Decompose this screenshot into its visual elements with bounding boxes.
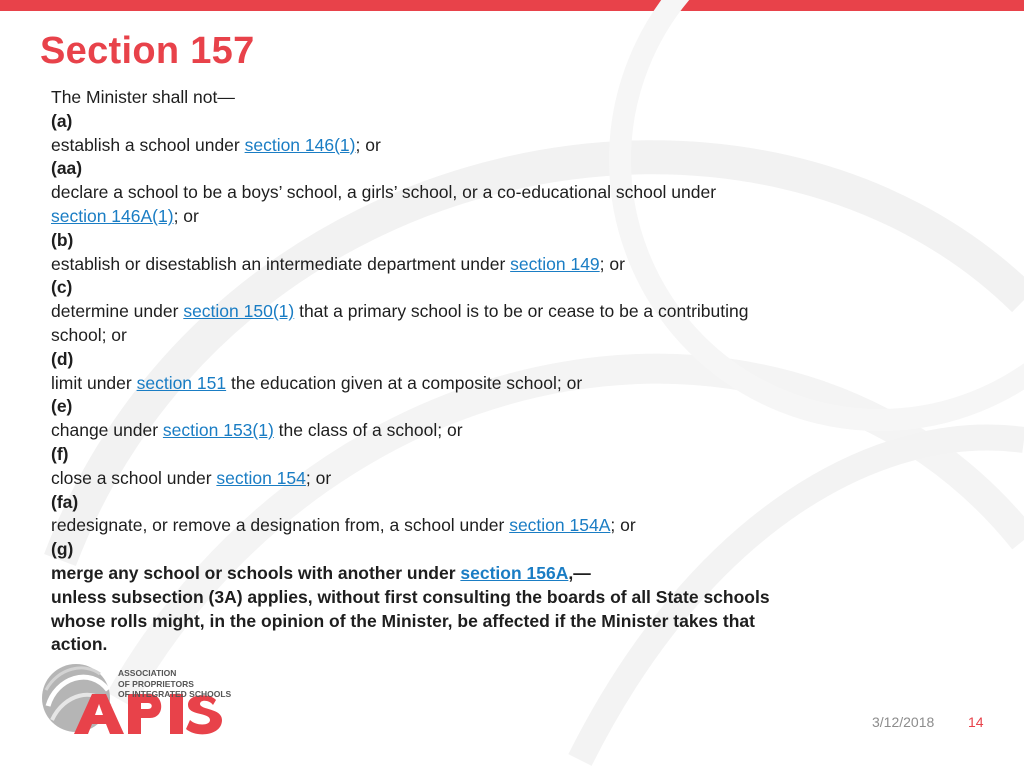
clause-fa-text [51,514,881,538]
slide-number: 14 [968,714,984,730]
link-section-146a-1[interactable]: section 146A(1) [51,205,174,226]
clause-a-label: (a) [51,110,73,131]
link-section-151[interactable]: section 151 [136,372,227,393]
clause-aa-label: (aa) [51,158,83,179]
link-section-150-1[interactable]: section 150(1) [183,301,295,322]
clause-f-label: (f) [51,443,69,464]
clause-g-label: (g) [51,539,74,560]
link-section-154[interactable]: section 154 [216,467,306,488]
clause-g-pre: merge any school or schools with another under [51,562,461,583]
clause-d-pre: limit under [51,372,137,393]
clause-e-text [51,419,881,443]
clause-a-text [51,134,881,158]
logo-caption-line-2: OF PROPRIETORS [118,678,194,689]
clause-f-post: ; or [305,467,332,488]
link-section-146-1[interactable]: section 146(1) [244,134,356,155]
clause-f-text [51,467,881,491]
closing-line-1: unless subsection (3A) applies, without first consulting the boards of all State schools [51,586,770,607]
clause-c-post: that a primary school is to be or cease to be a contributing [294,301,749,322]
clause-a-pre: establish a school under [51,134,245,155]
closing-line-3: action. [51,634,108,655]
clause-c-text [51,300,881,324]
logo-caption-line-1: ASSOCIATION [118,668,177,678]
footer-date: 3/12/2018 [872,714,935,730]
clause-c-text-line2: school; or [51,324,127,345]
clause-b-text [51,253,881,277]
clause-d-text [51,372,881,396]
clause-f-pre: close a school under [51,467,217,488]
clause-aa-text-line2 [51,205,881,229]
clause-g-post: ,— [568,562,591,583]
clause-aa-post: ; or [173,205,199,226]
clause-fa-pre: redesignate, or remove a designation from, a school under [51,515,510,536]
link-section-153-1[interactable]: section 153(1) [162,420,274,441]
intro-line: The Minister shall not— [51,87,235,107]
link-section-156a[interactable]: section 156A [460,562,569,583]
clause-e-pre: change under [51,420,163,441]
clause-a-post: ; or [355,134,381,155]
clause-d-label: (d) [51,348,74,369]
clause-c-label: (c) [51,277,73,298]
clause-e-post: the class of a school; or [273,420,463,441]
logo-caption-line-3: OF INTEGRATED SCHOOLS [118,689,232,699]
clause-b-label: (b) [51,229,74,250]
slide-body [51,86,881,657]
clause-g-text [51,562,881,586]
clause-b-pre: establish or disestablish an intermediate department under [51,253,511,274]
link-section-149[interactable]: section 149 [510,253,600,274]
logo-caption [118,668,231,700]
clause-e-label: (e) [51,396,73,417]
clause-c-pre: determine under [51,301,184,322]
clause-aa-text-line1: declare a school to be a boys’ school, a girls’ school, or a co-educational school under [51,182,717,203]
clause-fa-post: ; or [610,515,636,536]
closing-line-2: whose rolls might, in the opinion of the Minister, be affected if the Minister takes that [51,610,755,631]
slide-title: Section 157 [40,30,255,72]
clause-b-post: ; or [599,253,625,274]
clause-fa-label: (fa) [51,491,79,512]
clause-d-post: the education given at a composite school; or [226,372,583,393]
link-section-154a[interactable]: section 154A [509,515,611,536]
